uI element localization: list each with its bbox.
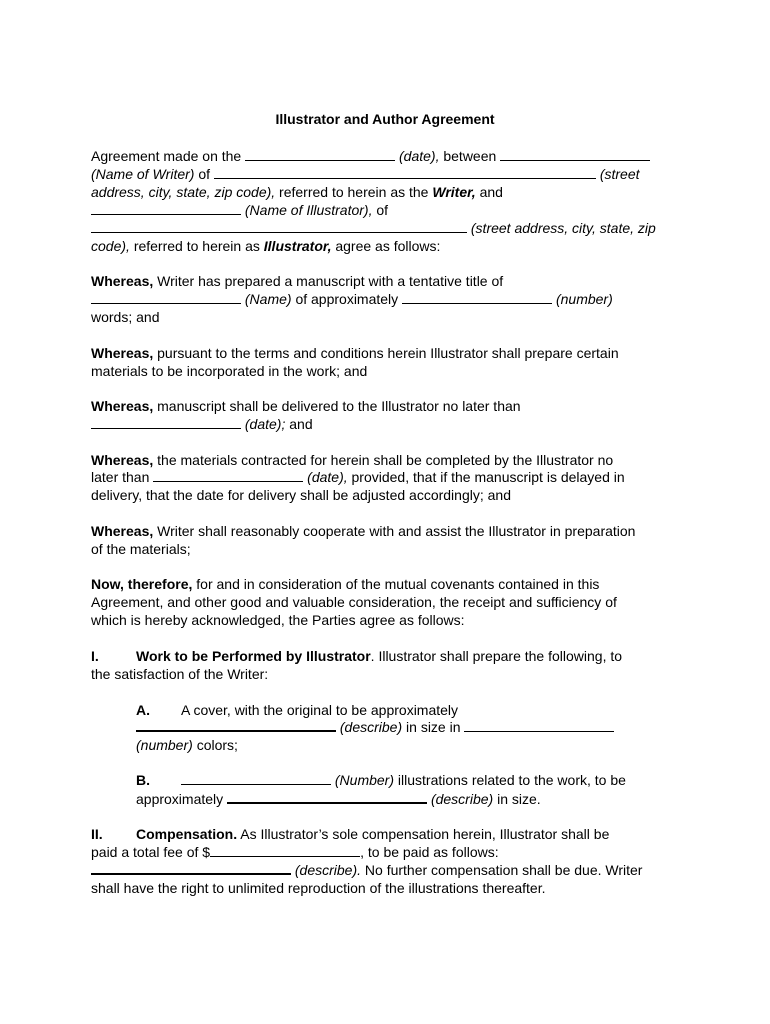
item-b-line-2	[136, 790, 541, 808]
now-therefore-text: which is hereby acknowledged, the Parties agree as follows:	[91, 612, 465, 628]
intro-text: between	[443, 148, 497, 164]
intro-text: referred to herein as the	[279, 184, 429, 200]
item-text: illustrations related to the work, to be	[397, 772, 626, 788]
intro-line-3	[91, 183, 503, 201]
item-a-line-1	[136, 701, 458, 719]
whereas-label: Whereas,	[91, 273, 154, 289]
date-hint: (date);	[244, 416, 286, 432]
section-2-line-4	[91, 879, 545, 897]
section-text: No further compensation shall be due. Writer	[364, 862, 643, 878]
intro-text: Agreement made on the	[91, 148, 242, 164]
section-text: , to be paid as follows:	[360, 844, 499, 860]
section-number: II.	[91, 826, 103, 842]
section-2-line-3	[91, 861, 642, 879]
illustrator-name-hint: (Name of Illustrator),	[244, 202, 373, 218]
whereas-5-line-2	[91, 540, 191, 558]
section-1-line-1	[91, 647, 622, 665]
writer-address-blank[interactable]	[214, 167, 596, 179]
payment-terms-blank[interactable]	[91, 862, 291, 875]
whereas-text: pursuant to the terms and conditions herein Illustrator shall prepare certain	[157, 345, 619, 361]
section-text: . Illustrator shall prepare the following, to	[370, 648, 623, 664]
whereas-text: and	[289, 416, 313, 432]
illustrator-name-blank[interactable]	[91, 203, 241, 215]
whereas-label: Whereas,	[91, 523, 154, 539]
section-text: the satisfaction of the Writer:	[91, 666, 269, 682]
completion-date-blank[interactable]	[153, 470, 303, 482]
now-therefore-line-3	[91, 611, 465, 629]
item-text: approximately	[136, 791, 224, 807]
intro-text: of	[198, 166, 211, 182]
illustration-size-blank[interactable]	[227, 791, 427, 804]
whereas-1-line-3	[91, 308, 159, 326]
item-a-line-3	[136, 736, 238, 754]
word-count-blank[interactable]	[402, 292, 552, 304]
item-text: colors;	[196, 737, 238, 753]
name-hint: (Name)	[244, 291, 292, 307]
whereas-text: words; and	[91, 309, 160, 325]
cover-size-blank[interactable]	[136, 719, 336, 732]
whereas-4-line-1	[91, 451, 613, 469]
now-therefore-label: Now, therefore,	[91, 576, 193, 592]
whereas-3-line-2	[91, 415, 313, 433]
describe-hint: (describe).	[294, 862, 362, 878]
item-label: A.	[136, 702, 150, 718]
whereas-text: delivery, that the date for delivery shall be adjusted accordingly; and	[91, 487, 511, 503]
whereas-1-line-1	[91, 272, 503, 290]
whereas-label: Whereas,	[91, 398, 154, 414]
section-text: shall have the right to unlimited reproduction of the illustrations thereafter.	[91, 880, 546, 896]
intro-text: agree as follows:	[335, 238, 441, 254]
intro-text: referred to herein as	[133, 238, 260, 254]
describe-hint: (describe)	[339, 719, 403, 735]
now-therefore-text: Agreement, and other good and valuable consideration, the receipt and sufficiency of	[91, 594, 617, 610]
now-therefore-text: for and in consideration of the mutual covenants contained in this	[196, 576, 600, 592]
intro-text: and	[479, 184, 503, 200]
whereas-2-line-1	[91, 344, 619, 362]
manuscript-name-blank[interactable]	[91, 292, 241, 304]
whereas-5-line-1	[91, 522, 635, 540]
color-count-blank[interactable]	[464, 720, 614, 732]
section-2-line-2	[91, 843, 499, 861]
illustrator-address-blank[interactable]	[91, 221, 467, 233]
item-b-line-1	[136, 771, 626, 789]
now-therefore-line-2	[91, 593, 617, 611]
whereas-text: Writer shall reasonably cooperate with and assist the Illustrator in preparation	[157, 523, 636, 539]
whereas-1-line-2	[91, 290, 613, 308]
now-therefore-line-1	[91, 575, 599, 593]
whereas-text: materials to be incorporated in the work; and	[91, 363, 368, 379]
whereas-text: provided, that if the manuscript is delayed in	[351, 469, 625, 485]
intro-text: of	[376, 202, 389, 218]
section-heading: Work to be Performed by Illustrator	[136, 648, 371, 664]
date-hint: (date),	[307, 469, 348, 485]
number-hint: (Number)	[334, 772, 395, 788]
whereas-text: Writer has prepared a manuscript with a tentative title of	[157, 273, 504, 289]
whereas-text: of approximately	[295, 291, 399, 307]
whereas-label: Whereas,	[91, 345, 154, 361]
whereas-label: Whereas,	[91, 452, 154, 468]
document-title: Illustrator and Author Agreement	[275, 111, 495, 127]
intro-line-4	[91, 201, 388, 219]
whereas-text: later than	[91, 469, 150, 485]
intro-line-6	[91, 237, 440, 255]
whereas-4-line-3	[91, 486, 511, 504]
whereas-text: of the materials;	[91, 541, 191, 557]
item-text: A cover, with the original to be approximately	[181, 702, 459, 718]
section-1-line-2	[91, 665, 268, 683]
delivery-date-blank[interactable]	[91, 417, 241, 429]
fee-blank[interactable]	[210, 845, 360, 857]
whereas-4-line-2	[91, 468, 625, 486]
whereas-text: manuscript shall be delivered to the Illustrator no later than	[157, 398, 521, 414]
section-number: I.	[91, 648, 99, 664]
illustrator-term: Illustrator,	[263, 238, 332, 254]
illustrator-address-hint: (street address, city, state, zip	[470, 220, 656, 236]
item-text: in size.	[497, 791, 541, 807]
describe-hint: (describe)	[430, 791, 494, 807]
intro-line-5	[91, 219, 656, 237]
section-heading: Compensation.	[136, 826, 238, 842]
writer-name-blank[interactable]	[500, 149, 650, 161]
whereas-2-line-2	[91, 362, 367, 380]
writer-name-hint: (Name of Writer)	[91, 166, 195, 182]
item-label: B.	[136, 772, 150, 788]
writer-address-hint: (street	[599, 166, 640, 182]
illustrator-address-hint: code),	[91, 238, 130, 254]
date-blank[interactable]	[245, 149, 395, 161]
section-text: paid a total fee of $	[91, 844, 211, 860]
number-hint: (number)	[136, 737, 193, 753]
item-text: in size in	[406, 719, 461, 735]
writer-address-hint: address, city, state, zip code),	[91, 184, 276, 200]
section-text: As Illustrator’s sole compensation herein, Illustrator shall be	[240, 826, 610, 842]
date-hint: (date),	[399, 148, 440, 164]
number-hint: (number)	[555, 291, 613, 307]
writer-term: Writer,	[432, 184, 476, 200]
illustration-count-blank[interactable]	[181, 773, 331, 785]
whereas-3-line-1	[91, 397, 521, 415]
intro-line-1	[91, 147, 650, 165]
item-a-line-2	[136, 718, 614, 736]
intro-line-2	[91, 165, 640, 183]
whereas-text: the materials contracted for herein shall be completed by the Illustrator no	[157, 452, 614, 468]
section-2-line-1	[91, 825, 609, 843]
